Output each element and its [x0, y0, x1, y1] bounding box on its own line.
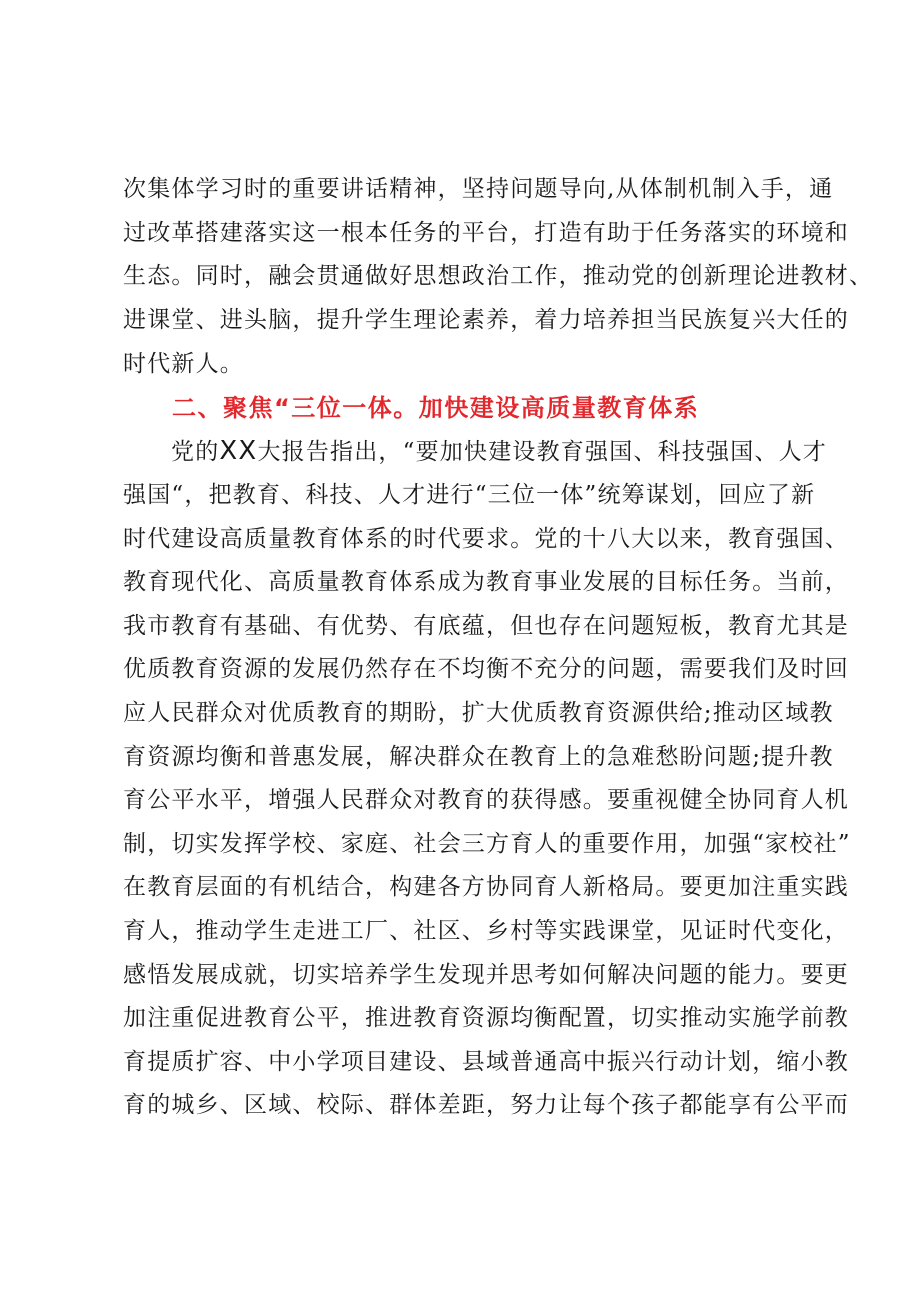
section-2-line-6: 优质教育资源的发展仍然存在不均衡不充分的问题，需要我们及时回	[123, 656, 849, 682]
section-2-line-7: 应人民群众对优质教育的期盼，扩大优质教育资源供给;推动区域教	[123, 700, 834, 726]
section-2-line-3: 时代建设高质量教育体系的时代要求。党的十八大以来，教育强国、	[123, 526, 849, 552]
paragraph-1-line-3: 生态。同时，融会贯通做好思想政治工作，推动党的创新理论进教材、	[123, 263, 874, 289]
paragraph-1-line-2: 过改革搭建落实这一根本任务的平台，打造有助于任务落实的环境和	[123, 220, 849, 246]
section-2-line-8: 育资源均衡和普惠发展，解决群众在教育上的急难愁盼问题;提升教	[123, 744, 834, 770]
section-2-line-9: 育公平水平，增强人民群众对教育的获得感。要重视健全协同育人机	[123, 787, 849, 813]
section-2-line-13: 感悟发展成就，切实培养学生发现并思考如何解决问题的能力。要更	[123, 962, 849, 988]
section-2-line-16: 育的城乡、区域、校际、群体差距，努力让每个孩子都能享有公平而	[123, 1092, 849, 1118]
section-2-heading: 二、聚焦“三位一体。加快建设高质量教育体系	[172, 394, 700, 422]
section-2-line-2: 强国“，把教育、科技、人才进行“三位一体”统筹谋划，回应了新	[123, 482, 816, 508]
section-2-line-12: 育人，推动学生走进工厂、社区、乡村等实践课堂，见证时代变化，	[123, 918, 849, 944]
section-2-line-1	[171, 436, 871, 467]
paragraph-1-line-5: 时代新人。	[123, 351, 244, 377]
section-2-line-4: 教育现代化、高质量教育体系成为教育事业发展的目标任务。当前，	[123, 569, 849, 595]
paragraph-1-line-1: 次集体学习时的重要讲话精神，坚持问题导向,从体制机制入手，通	[123, 176, 834, 202]
section-2-line-5: 我市教育有基础、有优势、有底蕴，但也存在问题短板，教育尤其是	[123, 613, 849, 639]
section-2-line-15: 育提质扩容、中小学项目建设、县域普通高中振兴行动计划，缩小教	[123, 1049, 849, 1075]
section-2-line-10: 制，切实发挥学校、家庭、社会三方育人的重要作用，加强“家校社”	[123, 831, 851, 857]
line-prefix: 党的	[171, 439, 220, 465]
section-2-line-14: 加注重促进教育公平，推进教育资源均衡配置，切实推动实施学前教	[123, 1005, 849, 1031]
line-rest: 大报告指出，“要加快建设教育强国、科技强国、人才	[257, 439, 827, 465]
section-2-line-11: 在教育层面的有机结合，构建各方协同育人新格局。要更加注重实践	[123, 874, 849, 900]
xx-placeholder: XX	[219, 436, 258, 466]
paragraph-1-line-4: 进课堂、进头脑，提升学生理论素养，着力培养担当民族复兴大任的	[123, 307, 849, 333]
